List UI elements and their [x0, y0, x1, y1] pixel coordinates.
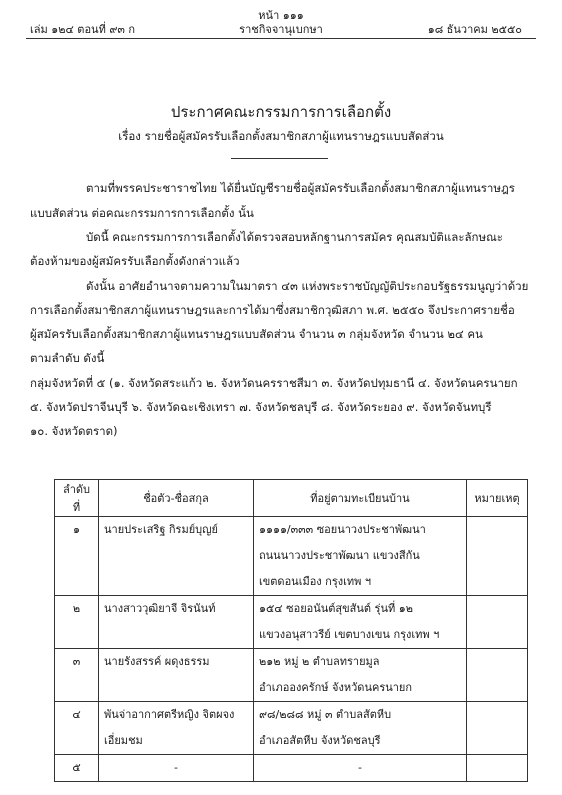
paragraph-line: บัดนี้ คณะกรรมการการเลือกตั้งได้ตรวจสอบหลักฐานการสมัคร คุณสมบัติและลักษณะ — [86, 230, 503, 244]
address-line: ๑๕๔ ซอยอนันต์สุขสันต์ รุ่นที่ ๑๒ — [259, 602, 413, 615]
table-row — [55, 517, 528, 596]
province-group-line: กลุ่มจังหวัดที่ ๕ (๑. จังหวัดสระแก้ว ๒. จังหวัดนครราชสีมา ๓. จังหวัดปทุมธานี ๔. จังหวัดนครนายก — [30, 376, 518, 390]
address-line: - — [358, 761, 362, 774]
name-cell: นางสาววุฒิยาจี จิรนันท์ — [104, 602, 216, 615]
page-number: หน้า ๑๑๑ — [258, 9, 304, 22]
order-cell: ๒ — [72, 602, 81, 615]
order-cell: ๕ — [72, 761, 81, 774]
paragraph-line: ตามที่พรรคประชาราชไทย ได้ยื่นบัญชีรายชื่อผู้สมัครรับเลือกตั้งสมาชิกสภาผู้แทนราษฎร — [86, 181, 515, 195]
address-line: ๙๘/๒๘๘ หมู่ ๓ ตำบลสัตหีบ — [259, 708, 392, 721]
table-row — [55, 649, 528, 702]
header-note: หมายเหตุ — [467, 480, 528, 517]
gazette-name: ราชกิจจานุเบกษา — [239, 23, 323, 36]
volume-issue: เล่ม ๑๒๔ ตอนที่ ๙๓ ก — [30, 23, 136, 36]
paragraph-line: การเลือกตั้งสมาชิกสภาผู้แทนราษฎรและการได้มาซึ่งสมาชิกวุฒิสภา พ.ศ. ๒๕๕๐ จึงประกาศรายชื่อ — [30, 303, 515, 317]
gazette-date: ๑๘ ธันวาคม ๒๕๕๐ — [427, 23, 522, 36]
name-cell: นายประเสริฐ กิรมย์บุญย์ — [104, 523, 218, 536]
address-line: อำเภอองครักษ์ จังหวัดนครนายก — [259, 681, 413, 694]
province-group-line: ๑๐. จังหวัดตราด) — [30, 424, 118, 438]
table-row — [55, 596, 528, 649]
order-cell: ๓ — [72, 655, 81, 668]
paragraph-line: ตามลำดับ ดังนี้ — [30, 351, 105, 365]
header-order: ลำดับที่ — [55, 480, 99, 517]
address-line: อำเภอสัตหีบ จังหวัดชลบุรี — [259, 734, 381, 747]
paragraph-line: แบบสัดส่วน ต่อคณะกรรมการการเลือกตั้ง นั้น — [30, 206, 254, 220]
announcement-subject: เรื่อง รายชื่อผู้สมัครรับเลือกตั้งสมาชิกสภาผู้แทนราษฎรแบบสัดส่วน — [118, 129, 444, 143]
order-cell: ๔ — [72, 708, 81, 721]
note-cell — [472, 702, 522, 728]
note-cell — [472, 596, 522, 622]
note-cell — [472, 649, 522, 675]
address-line: ถนนนาวงประชาพัฒนา แขวงสีกัน — [259, 549, 420, 562]
paragraph-line: ต้องห้ามของผู้สมัครรับเลือกตั้งดังกล่าวแล้ว — [30, 254, 240, 268]
header-divider — [26, 38, 536, 39]
title-underline — [231, 158, 328, 159]
candidate-table — [54, 479, 528, 782]
table-row — [55, 702, 528, 755]
paragraph-line: ดังนั้น อาศัยอำนาจตามความในมาตรา ๔๓ แห่งพระราชบัญญัติประกอบรัฐธรรมนูญว่าด้วย — [86, 279, 529, 293]
order-cell: ๑ — [73, 523, 80, 536]
name-cell: นายรังสรรค์ ผดุงธรรม — [104, 655, 210, 668]
name-cell: พันจ่าอากาศตรีหญิง จิตผจง — [104, 708, 235, 721]
address-line: ๑๑๑๑/๓๓๓ ซอยนาวงประชาพัฒนา — [259, 523, 426, 536]
note-cell — [472, 517, 522, 543]
announcement-title: ประกาศคณะกรรมการการเลือกตั้ง — [170, 103, 392, 121]
address-line: ๒๑๒ หมู่ ๒ ตำบลทรายมูล — [259, 655, 380, 668]
paragraph-line: ผู้สมัครรับเลือกตั้งสมาชิกสภาผู้แทนราษฎรแบบสัดส่วน จำนวน ๓ กลุ่มจังหวัด จำนวน ๒๔ คน — [30, 327, 483, 341]
address-line: เขตดอนเมือง กรุงเทพ ฯ — [259, 575, 372, 588]
header-address: ที่อยู่ตามทะเบียนบ้าน — [254, 480, 467, 517]
name-cell: - — [174, 761, 178, 774]
note-cell — [472, 755, 522, 781]
header-name: ชื่อตัว-ชื่อสกุล — [99, 480, 254, 517]
table-header-row — [55, 480, 528, 517]
name-cell: เอี่ยมชม — [104, 734, 143, 747]
address-line: แขวงอนุสาวรีย์ เขตบางเขน กรุงเทพ ฯ — [259, 628, 440, 641]
province-group-line: ๕. จังหวัดปราจีนบุรี ๖. จังหวัดฉะเชิงเทรา ๗. จังหวัดชลบุรี ๘. จังหวัดระยอง ๙. จังหวัดจันทบุรี — [30, 400, 492, 414]
table-row — [55, 755, 528, 782]
